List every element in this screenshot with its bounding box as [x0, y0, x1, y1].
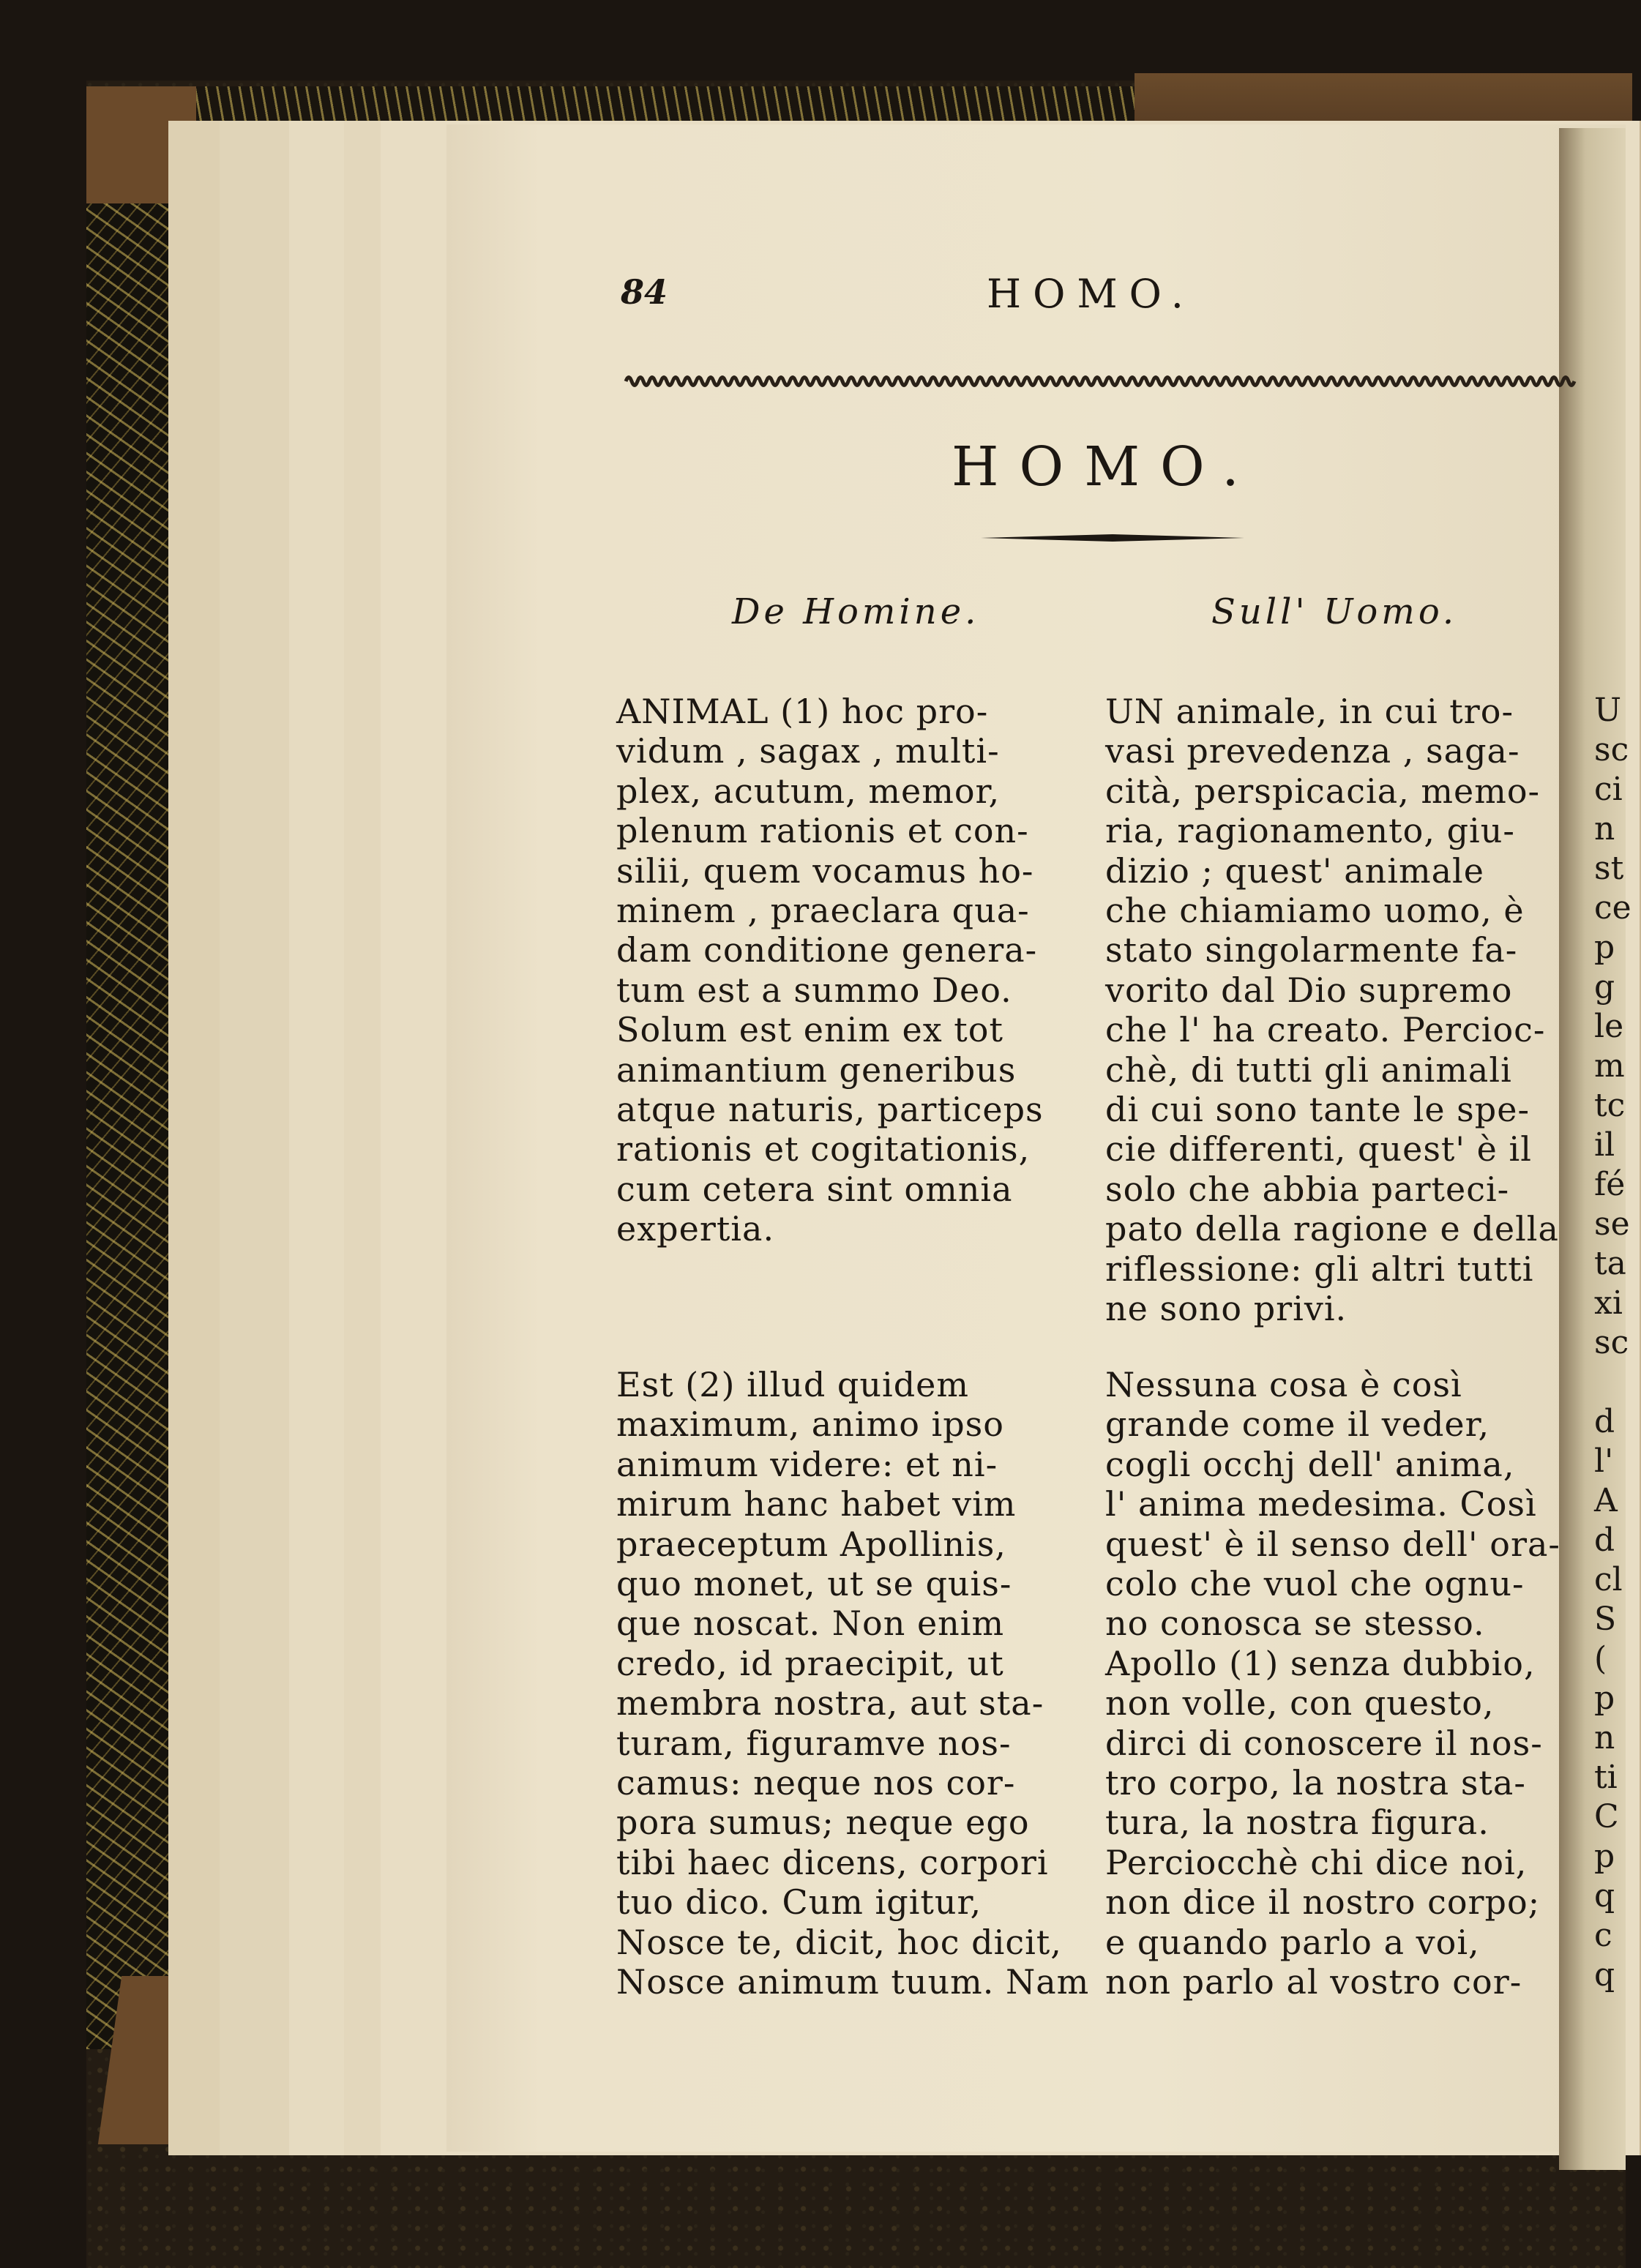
latin-text-line: Est (2) illud quidem	[616, 1365, 969, 1404]
italian-text-line: di cui sono tante le spe-	[1105, 1090, 1530, 1129]
edge-fragment: d	[1594, 1522, 1615, 1559]
italian-text-line: solo che abbia parteci-	[1105, 1169, 1510, 1209]
italian-text-line: e quando parlo a voi,	[1105, 1922, 1480, 1962]
italian-text-line: ria, ragionamento, giu-	[1105, 811, 1515, 851]
latin-text-line: cum cetera sint omnia	[616, 1169, 1013, 1209]
italian-text-line: stato singolarmente fa-	[1105, 930, 1518, 970]
italian-text-line: Apollo (1) senza dubbio,	[1105, 1643, 1536, 1683]
edge-fragment: cl	[1594, 1561, 1623, 1598]
edge-fragment: ti	[1594, 1759, 1618, 1796]
latin-text-line: membra nostra, aut sta-	[616, 1683, 1044, 1724]
latin-text-line: praeceptum Apollinis,	[616, 1524, 1006, 1564]
italian-text-line: l' anima medesima. Così	[1105, 1484, 1537, 1524]
italian-text-line: pato della ragione e della	[1105, 1209, 1559, 1249]
latin-text-line: credo, id praecipit, ut	[616, 1643, 1004, 1683]
edge-fragment: ci	[1594, 771, 1623, 808]
italian-text-line: cie differenti, quest' è il	[1105, 1129, 1532, 1169]
italian-text-line: cità, perspicacia, memo-	[1105, 771, 1541, 811]
edge-fragment: fé	[1594, 1166, 1626, 1203]
edge-fragment: S	[1594, 1601, 1617, 1638]
edge-fragment: p	[1594, 1680, 1615, 1717]
edge-fragment: A	[1594, 1482, 1618, 1519]
latin-text-line: rationis et cogitationis,	[616, 1129, 1031, 1169]
italian-text-line: grande come il veder,	[1105, 1404, 1490, 1445]
latin-text-line: animantium generibus	[616, 1049, 1017, 1090]
edge-fragment: c	[1594, 1917, 1612, 1954]
italian-text-line: riflessione: gli altri tutti	[1105, 1249, 1534, 1289]
edge-fragment: p	[1594, 1838, 1615, 1875]
latin-text-line: quo monet, ut se quis-	[616, 1564, 1012, 1603]
italian-text-line: vorito dal Dio supremo	[1105, 970, 1513, 1010]
latin-text-line: expertia.	[616, 1209, 775, 1249]
latin-text-line: minem , praeclara qua-	[616, 891, 1030, 930]
latin-text-line: ANIMAL (1) hoc pro-	[616, 692, 989, 731]
latin-text-line: animum videre: et ni-	[616, 1444, 998, 1484]
title-rule	[981, 534, 1244, 542]
edge-fragment: m	[1594, 1047, 1625, 1085]
latin-text-line: plex, acutum, memor,	[616, 771, 1001, 811]
latin-text-line: tuo dico. Cum igitur,	[616, 1882, 982, 1923]
edge-fragment: (	[1594, 1640, 1607, 1677]
latin-text-line: Nosce animum tuum. Nam	[616, 1962, 1090, 2002]
italian-text-line: dizio ; quest' animale	[1105, 850, 1484, 891]
edge-fragment: xi	[1594, 1284, 1623, 1322]
latin-text-line: camus: neque nos cor-	[616, 1763, 1016, 1803]
edge-fragment: sc	[1594, 1324, 1629, 1361]
edge-fragment: q	[1594, 1956, 1615, 1994]
edge-fragment: p	[1594, 929, 1615, 966]
latin-subtitle: De Homine.	[732, 591, 980, 632]
italian-text-line: non dice il nostro corpo;	[1105, 1882, 1541, 1923]
italian-text-line: non volle, con questo,	[1105, 1683, 1495, 1724]
latin-text-line: Nosce te, dicit, hoc dicit,	[616, 1922, 1062, 1962]
latin-text-line: que noscat. Non enim	[616, 1603, 1005, 1644]
italian-text-line: vasi prevedenza , saga-	[1105, 731, 1520, 771]
edge-fragment: il	[1594, 1126, 1615, 1164]
latin-text-line: vidum , sagax , multi-	[616, 731, 1000, 771]
italian-text-line: che l' ha creato. Percioc-	[1105, 1010, 1546, 1050]
edge-fragment: st	[1594, 850, 1624, 887]
running-head: HOMO.	[987, 271, 1195, 317]
edge-fragment: tc	[1594, 1087, 1626, 1124]
edge-fragment: q	[1594, 1877, 1615, 1915]
italian-text-line: quest' è il senso dell' ora-	[1105, 1524, 1560, 1564]
edge-fragment: C	[1594, 1798, 1619, 1835]
chapter-title: HOMO.	[952, 435, 1260, 498]
edge-fragment: n	[1594, 1719, 1615, 1756]
edge-fragment: l'	[1594, 1442, 1614, 1480]
edge-fragment: sc	[1594, 731, 1629, 768]
latin-text-line: Solum est enim ex tot	[616, 1010, 1003, 1050]
edge-fragment: g	[1594, 968, 1615, 1006]
italian-text-line: UN animale, in cui tro-	[1105, 692, 1514, 731]
edge-fragment: d	[1594, 1403, 1615, 1440]
italian-text-line: non parlo al vostro cor-	[1105, 1962, 1522, 2002]
italian-text-line: tro corpo, la nostra sta-	[1105, 1763, 1526, 1803]
italian-text-line: che chiamiamo uomo, è	[1105, 891, 1525, 930]
edge-fragment: ce	[1594, 889, 1631, 927]
italian-subtitle: Sull' Uomo.	[1211, 591, 1458, 632]
book-gutter	[1559, 128, 1626, 2170]
italian-text-line: Nessuna cosa è così	[1105, 1365, 1462, 1404]
italian-text-line: ne sono privi.	[1105, 1289, 1347, 1328]
latin-text-line: maximum, animo ipso	[616, 1404, 1004, 1445]
latin-text-line: dam conditione genera-	[616, 930, 1038, 970]
edge-fragment: ta	[1594, 1245, 1626, 1282]
page-number: 84	[621, 272, 668, 312]
edge-fragment: le	[1594, 1008, 1624, 1045]
italian-text-line: no conosca se stesso.	[1105, 1603, 1485, 1644]
latin-text-line: tum est a summo Deo.	[616, 970, 1012, 1010]
ornamental-rule	[626, 367, 1564, 395]
latin-text-line: silii, quem vocamus ho-	[616, 850, 1034, 891]
latin-text-line: atque naturis, particeps	[616, 1090, 1044, 1129]
italian-text-line: chè, di tutti gli animali	[1105, 1049, 1512, 1090]
latin-text-line: pora sumus; neque ego	[616, 1803, 1030, 1843]
italian-text-line: dirci di conoscere il nos-	[1105, 1723, 1543, 1763]
edge-fragment: se	[1594, 1205, 1630, 1243]
latin-text-line: mirum hanc habet vim	[616, 1484, 1017, 1524]
italian-text-line: cogli occhj dell' anima,	[1105, 1444, 1515, 1484]
edge-fragment: n	[1594, 810, 1615, 847]
latin-text-line: turam, figuramve nos-	[616, 1723, 1012, 1763]
italian-text-line: Perciocchè chi dice noi,	[1105, 1842, 1528, 1882]
italian-text-line: tura, la nostra figura.	[1105, 1803, 1489, 1843]
latin-text-line: tibi haec dicens, corpori	[616, 1842, 1049, 1882]
edge-fragment: U	[1594, 692, 1622, 729]
italian-text-line: colo che vuol che ognu-	[1105, 1564, 1525, 1603]
latin-text-line: plenum rationis et con-	[616, 811, 1029, 851]
